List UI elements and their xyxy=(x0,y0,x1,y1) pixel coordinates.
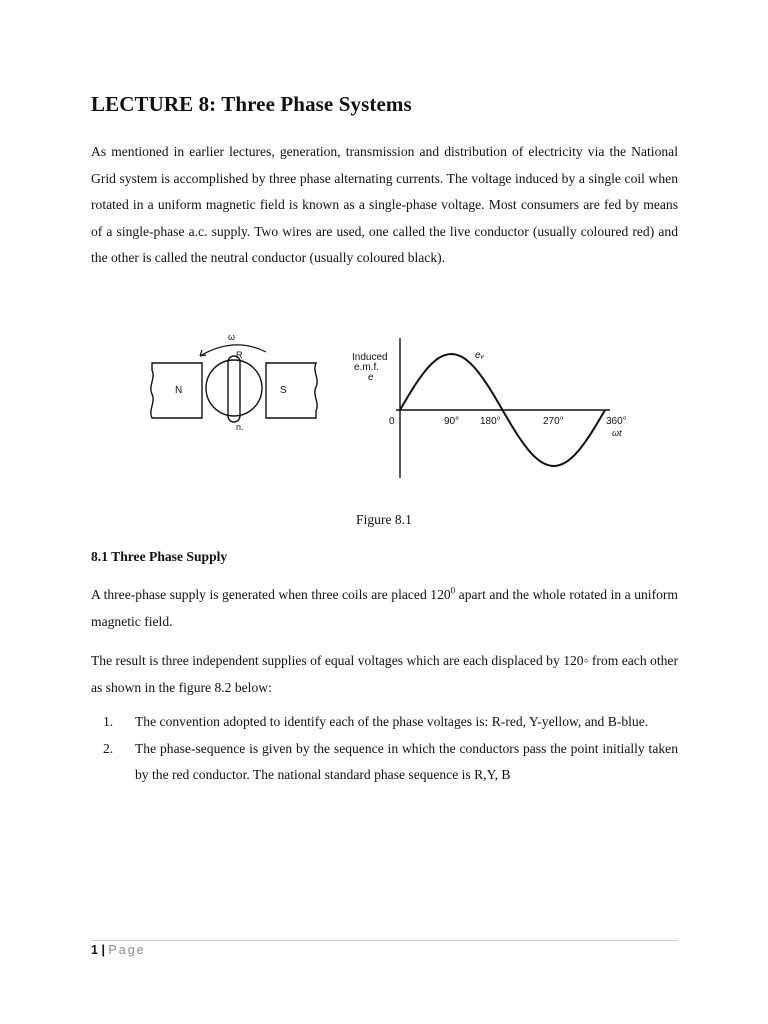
tick-label-90: 90° xyxy=(444,416,460,427)
intro-paragraph: As mentioned in earlier lectures, generation, transmission and distribution of electricity via the National Grid system is accomplished by three phase alternating currents. The voltage induced by a single coil when rotated in a uniform magnetic field is known as a single-phase voltage. Most consumers are fed by means of a single-phase a.c. supply. Two wires are used, one called the live conductor (usually coloured red) and the other is called the neutral conductor (usually coloured black). xyxy=(91,144,678,266)
list-item-text: The convention adopted to identify each of the phase voltages is: R-red, Y-yellow, and B-blue. xyxy=(135,714,649,729)
p1-text-before: A three-phase supply is generated when three coils are placed 120 xyxy=(91,587,451,602)
rotation-arrow xyxy=(200,345,266,356)
list-number: 1. xyxy=(103,714,114,729)
tick-label-180: 180° xyxy=(480,416,501,427)
numbered-list xyxy=(91,709,678,789)
coil-top-label: R xyxy=(236,350,243,360)
degree-superscript: 0 xyxy=(450,585,456,596)
section-paragraph-2: The result is three independent supplies of equal voltages which are each displaced by 120◦ from each other as shown in the figure 8.2 below: xyxy=(91,653,678,695)
rotation-label: ω xyxy=(228,332,236,342)
magnet-s-label: S xyxy=(280,385,287,396)
origin-label: 0 xyxy=(389,416,395,427)
section-heading: 8.1 Three Phase Supply xyxy=(91,549,228,564)
list-item xyxy=(91,736,678,789)
footer-divider xyxy=(91,940,678,941)
magnet-s xyxy=(266,363,317,418)
list-item xyxy=(91,709,678,736)
y-axis-label-2: e.m.f. xyxy=(354,362,380,373)
y-axis-label-3: e xyxy=(368,372,374,383)
coil-bottom-label: n. xyxy=(236,422,244,432)
page-label: Page xyxy=(108,943,146,957)
y-axis-label-1: Induced xyxy=(352,352,388,363)
figure-8-1 xyxy=(140,328,640,478)
page-footer xyxy=(91,943,146,957)
curve-label: eᵥ xyxy=(475,350,485,361)
page-number: 1 xyxy=(91,943,98,957)
figure-caption: Figure 8.1 xyxy=(356,512,412,527)
p1-text-after: apart and the whole rotated in a uniform magnetic field. xyxy=(91,587,678,629)
x-axis-label: ωt xyxy=(612,428,622,438)
magnet-n-label: N xyxy=(175,385,183,396)
tick-label-270: 270° xyxy=(543,416,564,427)
emf-plot xyxy=(352,338,627,478)
coil-circle xyxy=(206,360,262,416)
list-item-text: The phase-sequence is given by the sequence in which the conductors pass the point initially taken by the red conductor. The national standard phase sequence is R,Y, B xyxy=(135,740,678,783)
page-title: LECTURE 8: Three Phase Systems xyxy=(91,92,412,116)
footer-separator: | xyxy=(101,943,105,957)
list-number: 2. xyxy=(103,740,114,756)
coil-loop xyxy=(228,356,240,422)
section-paragraph-1 xyxy=(91,582,678,635)
tick-label-360: 360° xyxy=(606,416,627,427)
